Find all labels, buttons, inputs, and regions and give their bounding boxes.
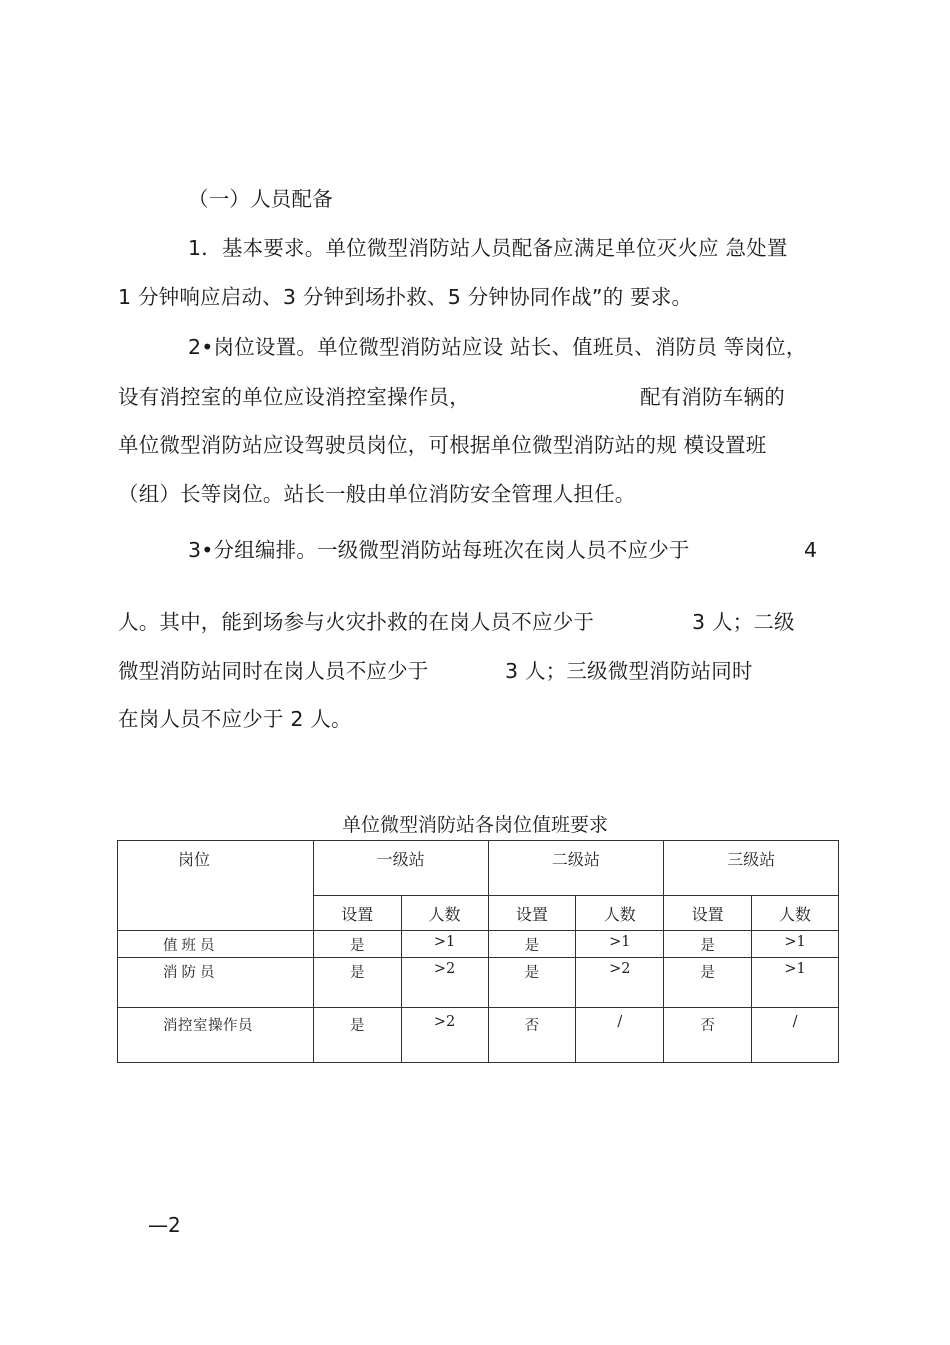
paragraph-post-setting-line-3: 单位微型消防站应设驾驶员岗位，可根据单位微型消防站的规 模设置班 [118, 433, 767, 457]
header-post: 岗位 [118, 841, 314, 931]
table-cell: 是 [664, 958, 752, 1008]
subheader-count: 人数 [752, 896, 839, 931]
post-cell: 值班员 [118, 931, 314, 958]
table-cell: 是 [313, 931, 401, 958]
table-cell: 是 [488, 958, 576, 1008]
paragraph-post-setting-line-4: （组）长等岗位。站长一般由单位消防安全管理人担任。 [118, 482, 636, 506]
paragraph-grouping-line-2a: 人。其中，能到场参与火灾扑救的在岗人员不应少于 [118, 610, 595, 634]
table-cell: >1 [401, 931, 488, 958]
header-level-1: 一级站 [313, 841, 488, 896]
table-cell: 否 [488, 1008, 576, 1063]
paragraph-grouping-line-4: 在岗人员不应少于 2 人。 [118, 707, 352, 731]
paragraph-grouping-line-3b: 3 人；三级微型消防站同时 [505, 659, 753, 683]
table-cell: 否 [664, 1008, 752, 1063]
table-cell: >1 [752, 958, 839, 1008]
table-header-row [118, 841, 839, 896]
table-row [118, 931, 839, 958]
table-cell: >2 [401, 958, 488, 1008]
page-number: —2 [148, 1213, 181, 1237]
subheader-setting: 设置 [313, 896, 401, 931]
paragraph-basic-requirements-line-1: 1．基本要求。单位微型消防站人员配备应满足单位灭火应 急处置 [188, 236, 788, 260]
table-title: 单位微型消防站各岗位值班要求 [341, 814, 608, 836]
subheader-setting: 设置 [488, 896, 576, 931]
table-cell: 是 [313, 958, 401, 1008]
post-cell: 消控室操作员 [118, 1008, 314, 1063]
table-cell: >2 [576, 958, 664, 1008]
table-row [118, 958, 839, 1008]
header-level-3: 三级站 [664, 841, 839, 896]
paragraph-post-setting-line-2a: 设有消控室的单位应设消控室操作员， [118, 385, 470, 409]
subheader-count: 人数 [401, 896, 488, 931]
table-cell: >1 [576, 931, 664, 958]
header-level-2: 二级站 [488, 841, 664, 896]
subheader-count: 人数 [576, 896, 664, 931]
table-cell: / [576, 1008, 664, 1063]
table-cell: 是 [664, 931, 752, 958]
paragraph-post-setting-line-2b: 配有消防车辆的 [640, 385, 785, 409]
table-row [118, 1008, 839, 1063]
paragraph-basic-requirements-line-2: 1 分钟响应启动、3 分钟到场扑救、5 分钟协同作战”的 要求。 [118, 285, 693, 309]
paragraph-grouping-line-2b: 3 人；二级 [692, 610, 795, 634]
duty-requirements-table [117, 840, 839, 1063]
paragraph-post-setting-line-1: 2•岗位设置。单位微型消防站应设 站长、值班员、消防员 等岗位， [188, 335, 807, 359]
paragraph-grouping-line-3a: 微型消防站同时在岗人员不应少于 [118, 659, 429, 683]
table-cell: 是 [488, 931, 576, 958]
paragraph-grouping-line-1a: 3•分组编排。一级微型消防站每班次在岗人员不应少于 [188, 538, 690, 562]
section-heading: （一）人员配备 [188, 187, 333, 211]
table-cell: / [752, 1008, 839, 1063]
table-cell: 是 [313, 1008, 401, 1063]
post-cell: 消防员 [118, 958, 314, 1008]
paragraph-grouping-line-1b: 4 [804, 538, 818, 562]
table-cell: >2 [401, 1008, 488, 1063]
table-cell: >1 [752, 931, 839, 958]
subheader-setting: 设置 [664, 896, 752, 931]
